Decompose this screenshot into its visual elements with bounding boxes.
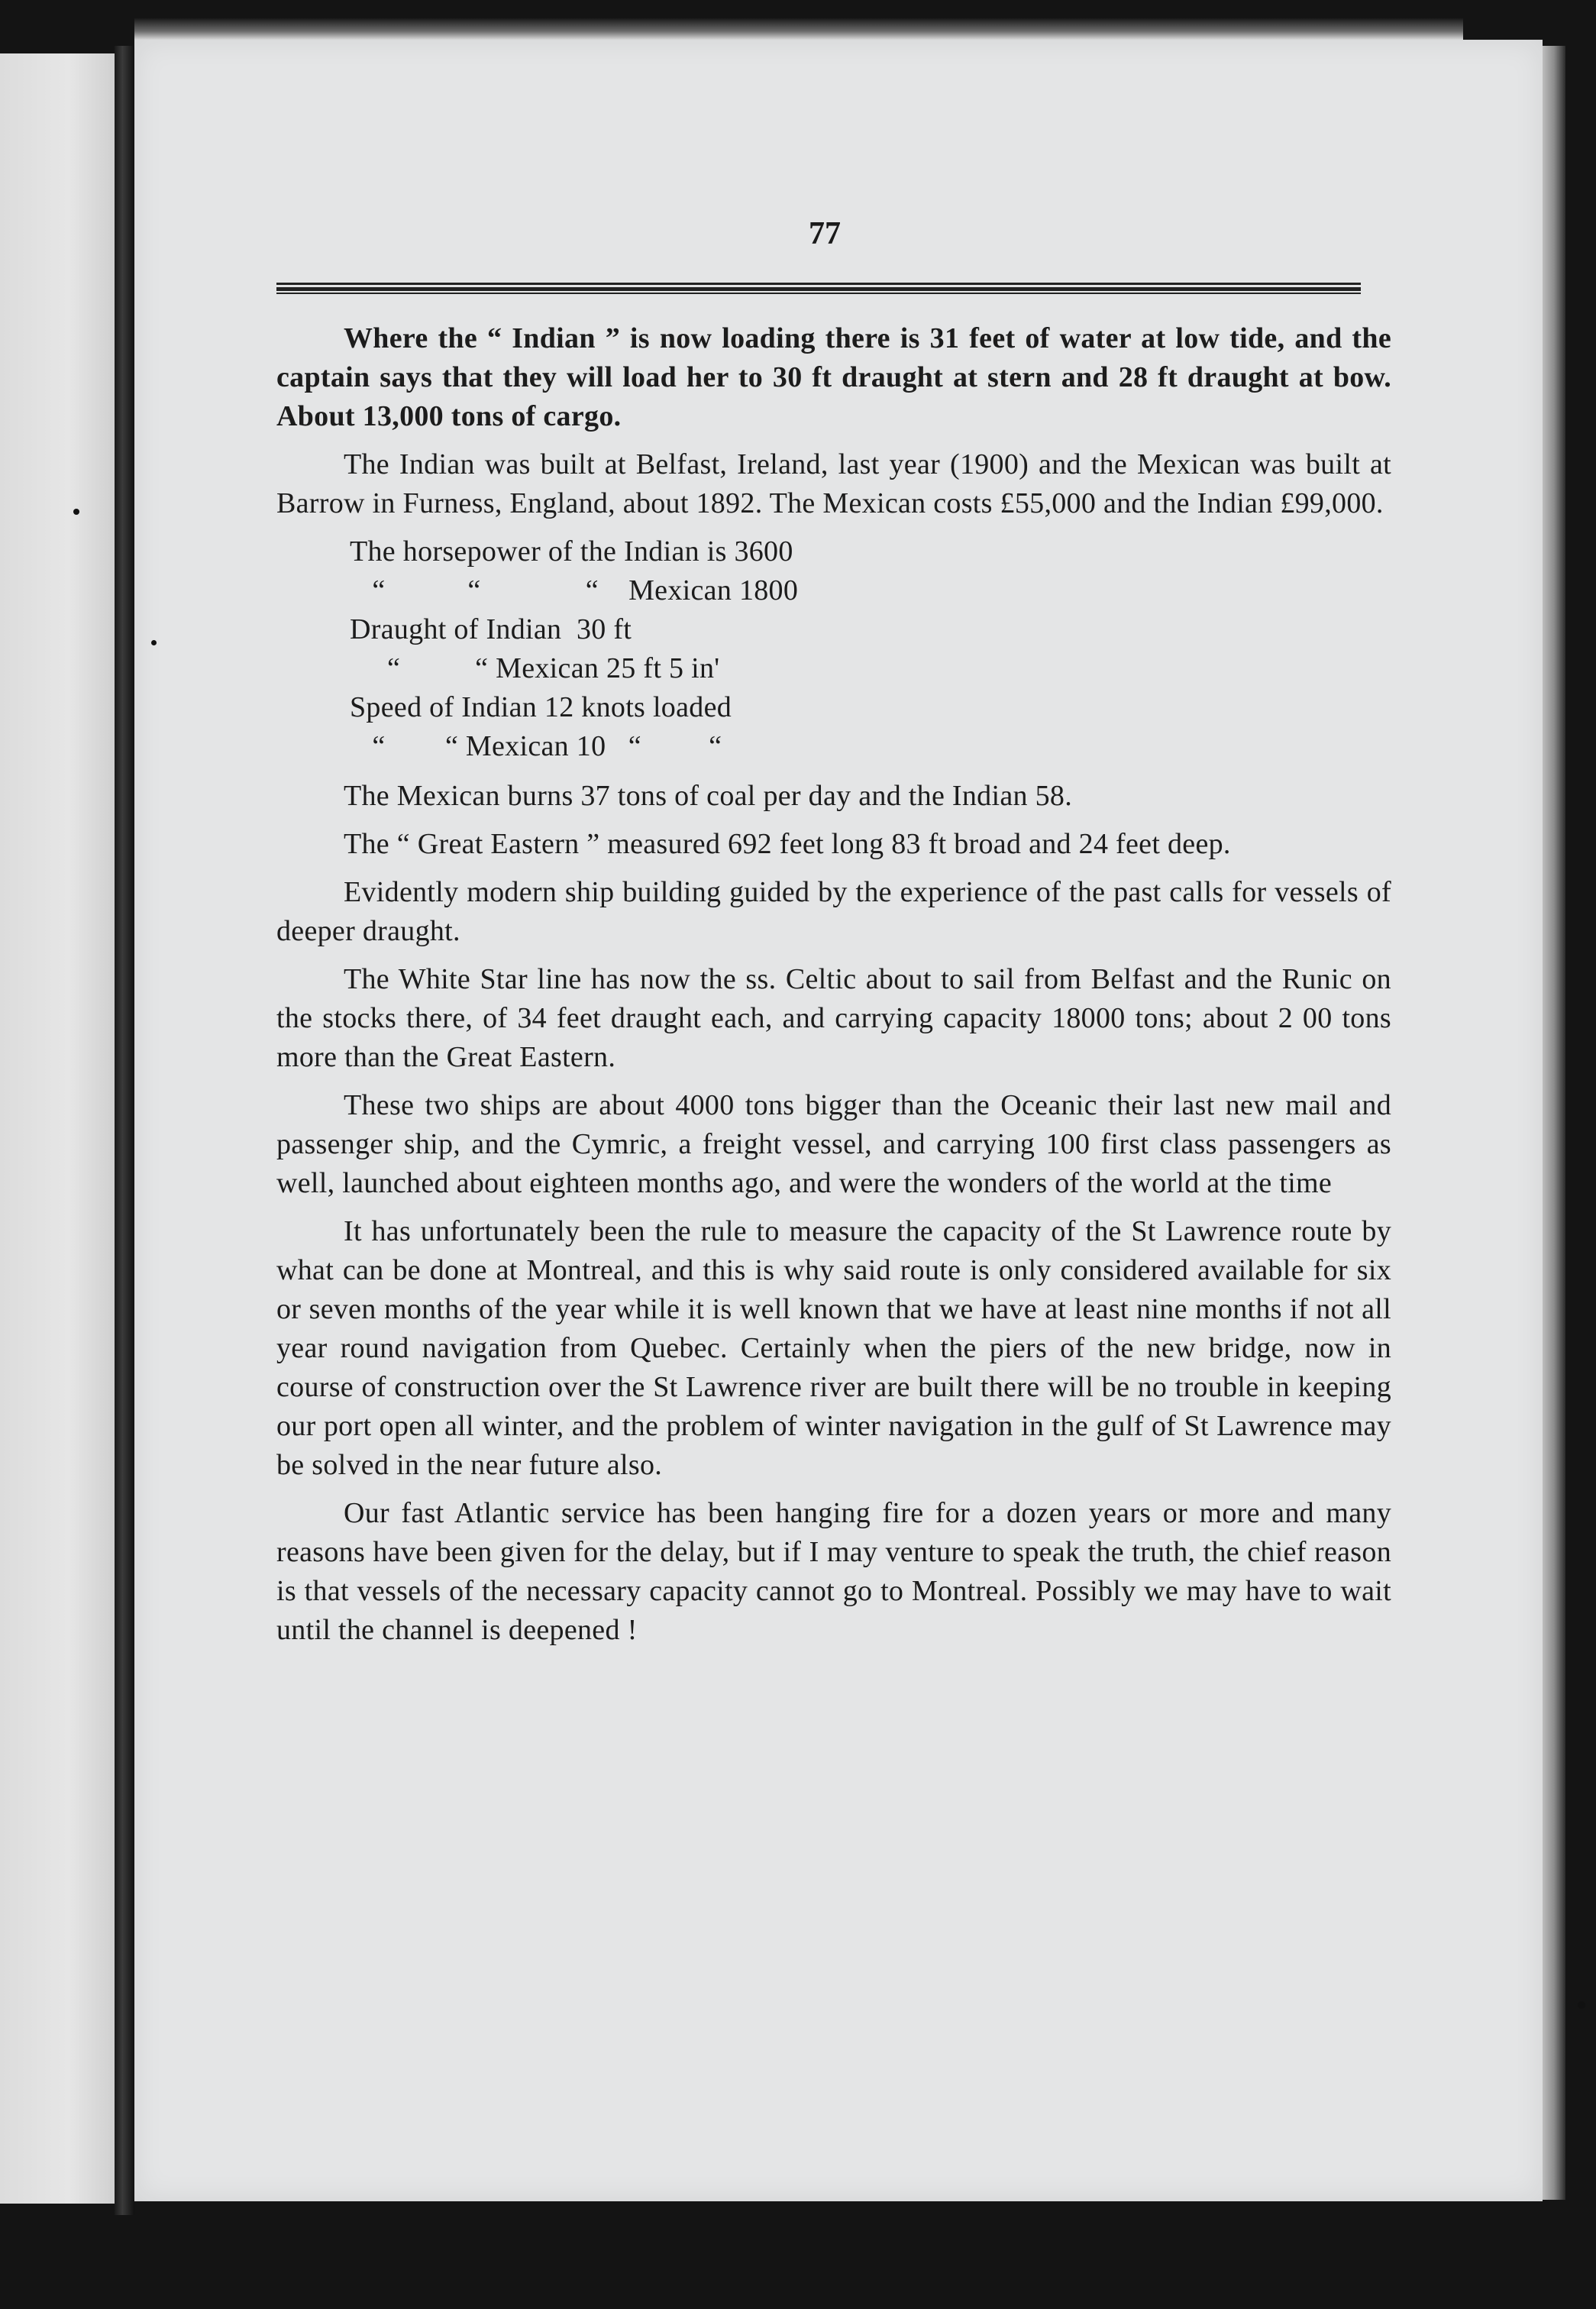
table-row: “ “ “ Mexican 1800 (350, 574, 799, 606)
facing-page-edge (0, 53, 115, 2204)
ship-comparison-table (350, 532, 1391, 766)
table-row: The horsepower of the Indian is 3600 (350, 535, 793, 568)
header-rule (276, 283, 1361, 295)
paragraph: It has unfortunately been the rule to measure the capacity of the St Lawrence route by what can be done at Montreal, and this is why said route is only considered available for six or seven months of the year while it is well known that we have at least nine months if not all year round navigation from Quebec. Certainly when the piers of the new bridge, now in course of construction over the St Lawrence river are built there will be no trouble in keeping our port open all winter, and the problem of winter navigation in the gulf of St Lawrence may be solved in the near future also. (276, 1215, 1391, 1481)
scan-speck (73, 509, 79, 515)
table-row: “ “ Mexican 25 ft 5 in' (350, 652, 720, 684)
scan-speck (151, 640, 157, 645)
paragraph: The Indian was built at Belfast, Ireland, last year (1900) and the Mexican was built at Barrow in Furness, England, about 1892. The Mexican costs £55,000 and the Indian £99,000. (276, 448, 1391, 519)
table-row: “ “ Mexican 10 “ “ (350, 730, 722, 762)
top-page-edge (134, 18, 1463, 40)
paragraph: The White Star line has now the ss. Celtic about to sail from Belfast and the Runic on the stocks there, of 34 feet draught each, and carrying capacity 18000 tons; about 2 00 tons more than the Great Eastern. (276, 963, 1391, 1073)
right-page-edge (1543, 46, 1565, 2200)
paragraph: Where the “ Indian ” is now loading there is 31 feet of water at low tide, and the captain says that they will load her to 30 ft draught at stern and 28 ft draught at bow. About 13,000 tons of cargo. (276, 322, 1391, 432)
table-row: Draught of Indian 30 ft (350, 613, 632, 645)
body-text (276, 319, 1391, 1659)
book-spine (115, 46, 134, 2215)
paragraph: The Mexican burns 37 tons of coal per day and the Indian 58. (344, 780, 1073, 812)
table-row: Speed of Indian 12 knots loaded (350, 691, 732, 723)
page-number: 77 (809, 216, 841, 251)
paragraph: These two ships are about 4000 tons bigger than the Oceanic their last new mail and passenger ship, and the Cymric, a freight vessel, and carrying 100 first class passengers as well, launched about eighteen months ago, and were the wonders of the world at the time (276, 1089, 1391, 1199)
paragraph: The “ Great Eastern ” measured 692 feet long 83 ft broad and 24 feet deep. (344, 828, 1231, 860)
paragraph: Our fast Atlantic service has been hanging fire for a dozen years or more and many reasons have been given for the delay, but if I may venture to speak the truth, the chief reason is that vessels of the necessary capacity cannot go to Montreal. Possibly we may have to wait until the channel is deepened ! (276, 1497, 1391, 1646)
scan-speck (1578, 2001, 1585, 2009)
paragraph: Evidently modern ship building guided by the experience of the past calls for vessels of deeper draught. (276, 876, 1391, 947)
